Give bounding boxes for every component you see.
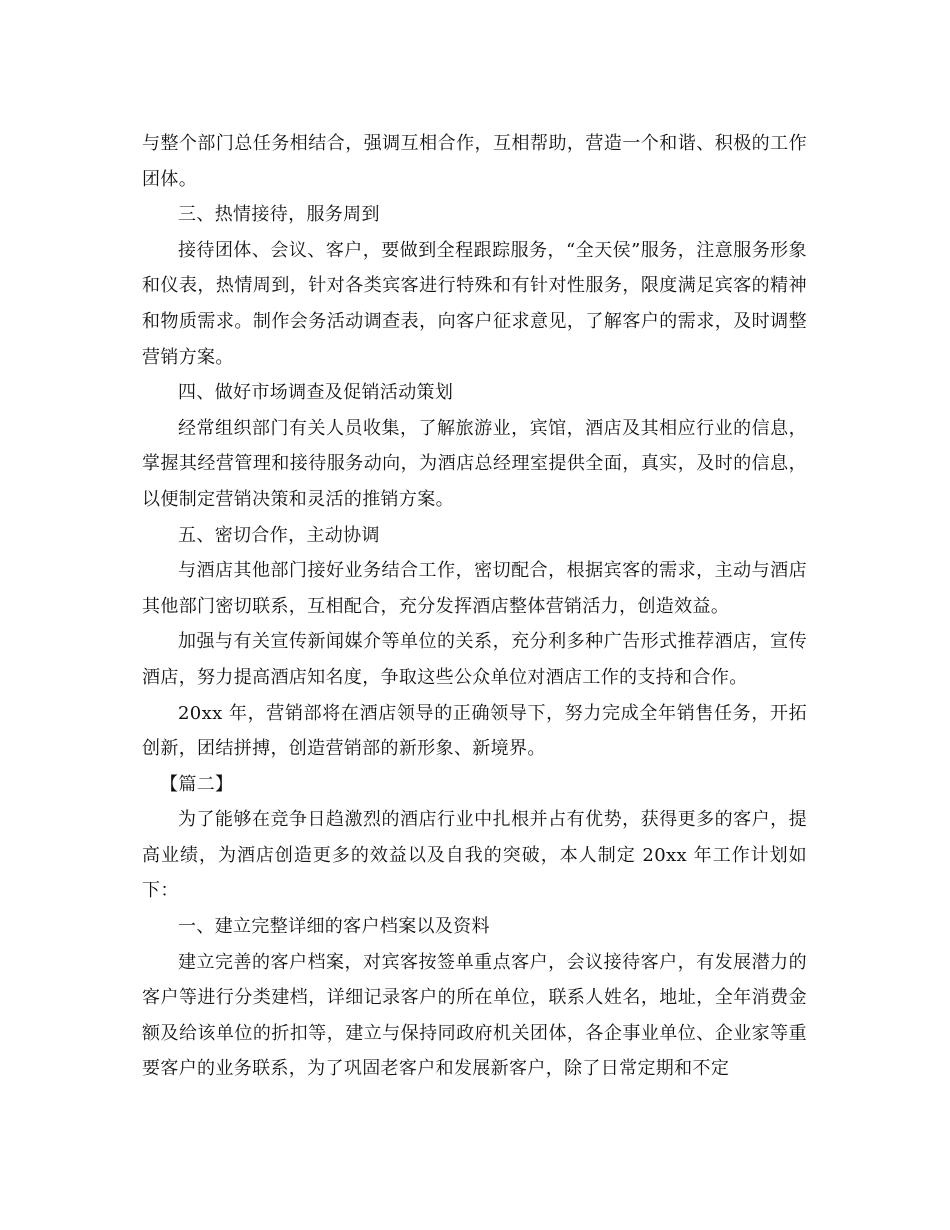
section-title-part-two: 【篇二】 (160, 773, 234, 795)
paragraph-annual-goal: 20xx 年，营销部将在酒店领导的正确领导下，努力完成全年销售任务，开拓创新，团结拼搏，创造营销部的新形象、新境界。 (142, 702, 807, 760)
heading-warm-reception: 三、热情接待，服务周到 (178, 204, 380, 226)
paragraph-market-research: 经常组织部门有关人员收集，了解旅游业，宾馆，酒店及其相应行业的信息，掌握其经营管理和接待服务动向，为酒店总经理室提供全面，真实，及时的信息，以便制定营销决策和灵活的推销方案。 (142, 417, 807, 510)
heading-customer-archive: 一、建立完整详细的客户档案以及资料 (178, 916, 490, 938)
paragraph-department-cooperation: 与酒店其他部门接好业务结合工作，密切配合，根据宾客的需求，主动与酒店其他部门密切联系，互相配合，充分发挥酒店整体营销活力，创造效益。 (142, 560, 807, 617)
document-body (142, 126, 807, 1087)
paragraph-reception-service: 接待团体、会议、客户，要做到全程跟踪服务，“全天侯”服务，注意服务形象和仪表，热情周到，针对各类宾客进行特殊和有针对性服务，限度满足宾客的精神和物质需求。制作会务活动调查表，向客户征求意见，了解客户的需求，及时调整营销方案。 (142, 239, 807, 368)
paragraph-customer-archive: 建立完善的客户档案，对宾客按签单重点客户，会议接待客户，有发展潜力的客户等进行分类建档，详细记录客户的所在单位，联系人姓名，地址，全年消费金额及给该单位的折扣等，建立与保持同政府机关团体，各企事业单位、企业家等重要客户的业务联系，为了巩固老客户和发展新客户，除了日常定期和不定 (142, 951, 807, 1080)
paragraph-media-relations: 加强与有关宣传新闻媒介等单位的关系，充分利多种广告形式推荐酒店，宣传酒店，努力提高酒店知名度，争取这些公众单位对酒店工作的支持和合作。 (142, 631, 807, 688)
paragraph-plan-intro: 为了能够在竞争日趋激烈的酒店行业中扎根并占有优势，获得更多的客户，提高业绩，为酒店创造更多的效益以及自我的突破，本人制定 20xx 年工作计划如下： (142, 809, 807, 902)
heading-close-cooperation: 五、密切合作，主动协调 (178, 524, 380, 546)
paragraph-teamwork-continued: 与整个部门总任务相结合，强调互相合作，互相帮助，营造一个和谐、积极的工作团体。 (142, 133, 807, 190)
heading-market-research: 四、做好市场调查及促销活动策划 (178, 382, 454, 404)
